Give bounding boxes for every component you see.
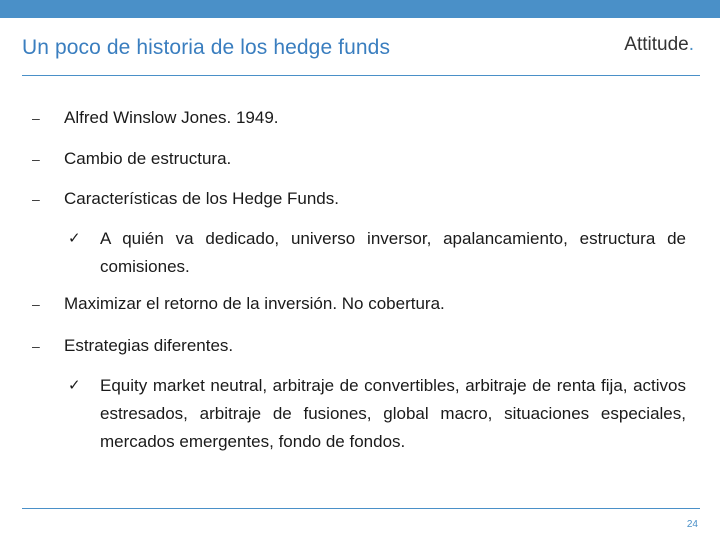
bullet-text: Cambio de estructura. [64, 149, 232, 168]
bullet-item [32, 294, 445, 314]
attitude-logo [624, 34, 694, 56]
slide-title: Un poco de historia de los hedge funds [22, 36, 391, 59]
bullet-item [32, 189, 339, 209]
sub-bullet-item [68, 225, 686, 281]
bullet-item [32, 149, 231, 169]
footer-divider [22, 508, 700, 509]
page-number: 24 [686, 519, 698, 530]
checkmark-icon: ✓ [68, 377, 81, 394]
dash-marker: – [32, 151, 40, 167]
logo-dot: . [688, 34, 694, 55]
logo-text: Attitude [624, 34, 689, 55]
top-accent-bar [0, 0, 720, 18]
bullet-item [32, 336, 233, 356]
header-divider [22, 75, 700, 76]
dash-marker: – [32, 110, 40, 126]
dash-marker: – [32, 191, 40, 207]
dash-marker: – [32, 296, 40, 312]
bullet-text: Características de los Hedge Funds. [64, 189, 339, 208]
sub-bullet-item [68, 372, 686, 456]
bullet-item [32, 108, 279, 128]
bullet-text: Estrategias diferentes. [64, 336, 234, 355]
sub-bullet-text: A quién va dedicado, universo inversor, apalancamiento, estructura de comisiones. [100, 229, 686, 276]
checkmark-icon: ✓ [68, 230, 81, 247]
dash-marker: – [32, 338, 40, 354]
bullet-text: Alfred Winslow Jones. 1949. [64, 108, 279, 127]
sub-bullet-text: Equity market neutral, arbitraje de convertibles, arbitraje de renta fija, activos estresados, arbitraje de fusiones, global macro, situaciones especiales, mercados emergentes, fondo de fondos. [100, 376, 686, 451]
bullet-text: Maximizar el retorno de la inversión. No cobertura. [64, 294, 445, 313]
